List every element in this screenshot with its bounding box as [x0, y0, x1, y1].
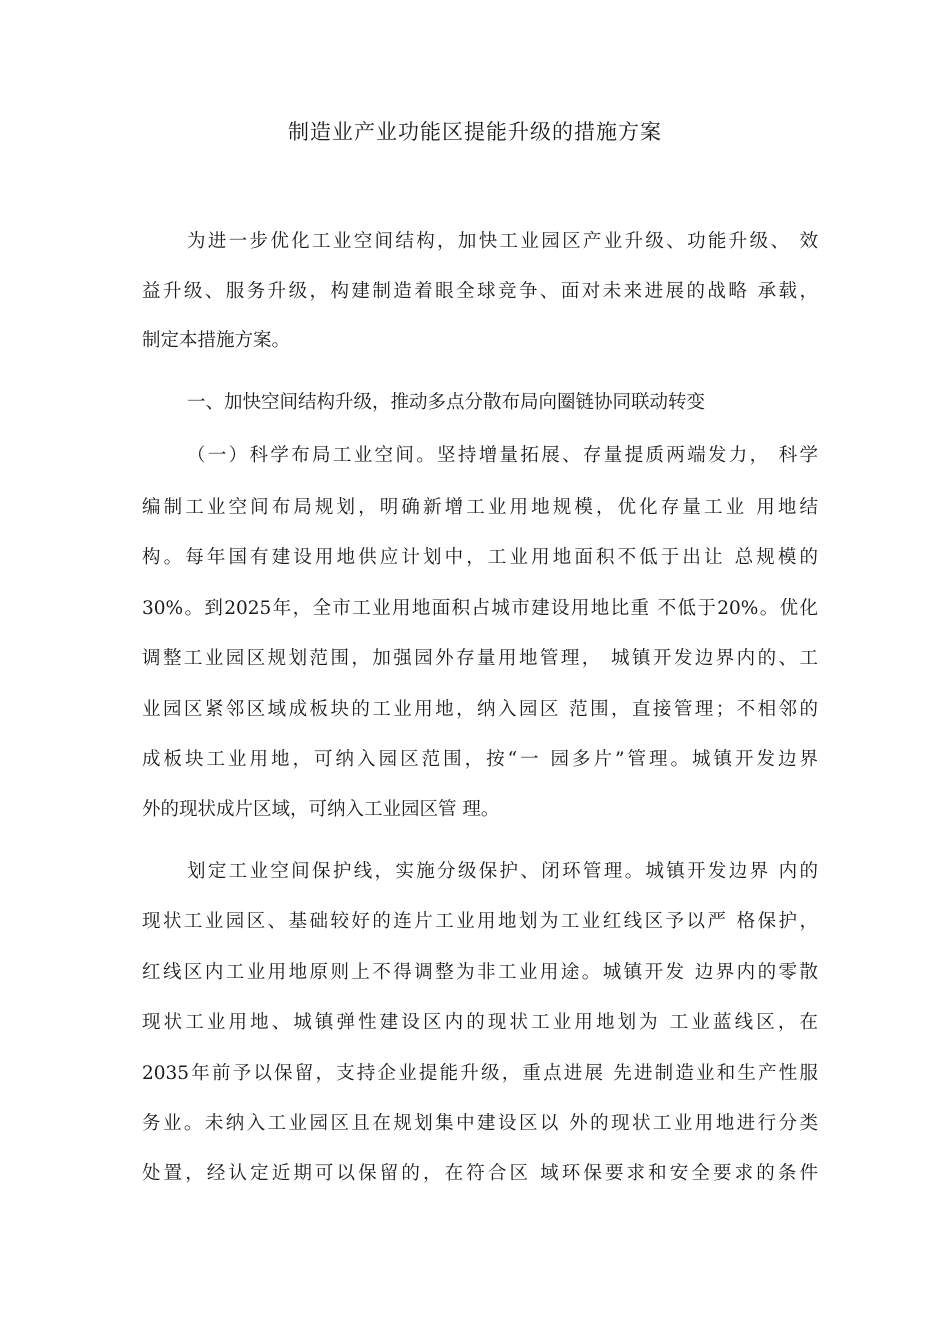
paragraph-line: 外的现状成片区域，可纳入工业园区管 理。 — [142, 799, 500, 820]
paragraph-line: 成板块工业用地，可纳入园区范围，按“一 园多片”管理。城镇开发边界 — [142, 749, 818, 770]
paragraph-line: 务业。未纳入工业园区且在规划集中建设区以 外的现状工业用地进行分类 — [142, 1113, 818, 1134]
section-heading-text: 一、加快空间结构升级，推动多点分散布局向圈链协同联动转变 — [187, 392, 706, 413]
paragraph-line: （一）科学布局工业空间。坚持增量拓展、存量提质两端发力， 科学 — [187, 445, 818, 466]
paragraph-line: 构。每年国有建设用地供应计划中，工业用地面积不低于出让 总规模的 — [142, 547, 818, 568]
paragraph-line: 益升级、服务升级，构建制造着眼全球竞争、面对未来进展的战略 承载， — [142, 281, 818, 302]
paragraph-line: 业园区紧邻区域成板块的工业用地，纳入园区 范围，直接管理；不相邻的 — [142, 699, 818, 720]
document-title: 制造业产业功能区提能升级的措施方案 — [288, 120, 662, 144]
paragraph-line: 为进一步优化工业空间结构，加快工业园区产业升级、功能升级、 效 — [187, 231, 818, 252]
paragraph-line: 30%。到2025年，全市工业用地面积占城市建设用地比重 不低于20%。优化 — [142, 598, 818, 619]
paragraph-line: 制定本措施方案。 — [142, 330, 291, 351]
paragraph-line: 处置，经认定近期可以保留的，在符合区 域环保要求和安全要求的条件 — [142, 1163, 818, 1184]
paragraph-line: 编制工业空间布局规划，明确新增工业用地规模，优化存量工业 用地结 — [142, 497, 818, 518]
paragraph-line: 2035年前予以保留，支持企业提能升级，重点进展 先进制造业和生产性服 — [142, 1063, 818, 1084]
paragraph-line: 调整工业园区规划范围，加强园外存量用地管理， 城镇开发边界内的、工 — [142, 648, 818, 669]
paragraph-line: 现状工业用地、城镇弹性建设区内的现状工业用地划为 工业蓝线区，在 — [142, 1012, 818, 1033]
paragraph-line: 现状工业园区、基础较好的连片工业用地划为工业红线区予以严 格保护， — [142, 911, 818, 932]
paragraph-line: 红线区内工业用地原则上不得调整为非工业用途。城镇开发 边界内的零散 — [142, 962, 818, 983]
paragraph-line: 划定工业空间保护线，实施分级保护、闭环管理。城镇开发边界 内的 — [187, 861, 818, 882]
